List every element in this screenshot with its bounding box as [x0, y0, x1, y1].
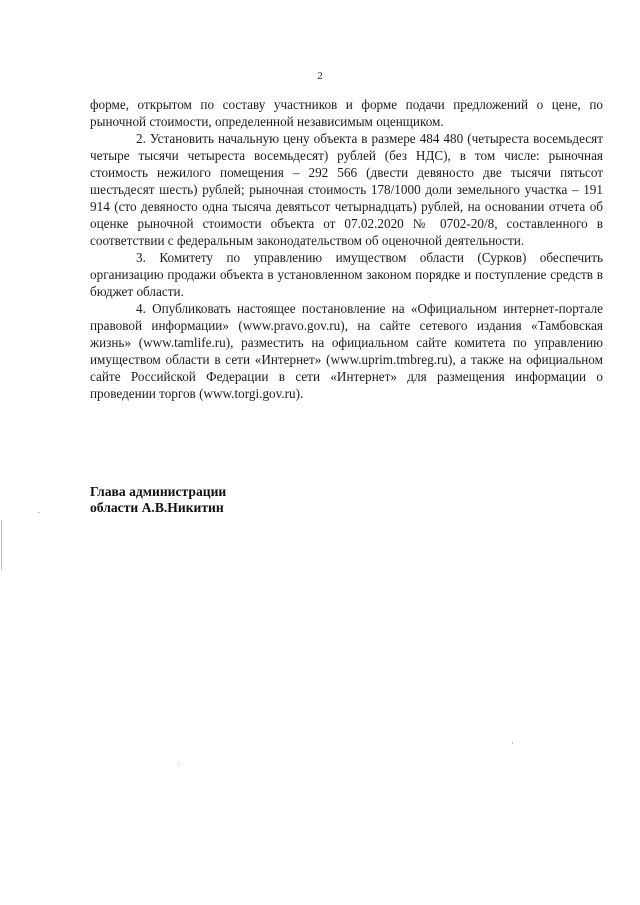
document-body	[90, 96, 603, 402]
paragraph-item-3: 3. Комитету по управлению имуществом области (Сурков) обеспечить организацию продажи объекта в установленном законом порядке и поступление средств в бюджет области.	[90, 250, 603, 299]
scan-artifact-mark	[38, 512, 40, 513]
page-number: 2	[317, 70, 323, 82]
paragraph-item-2: 2. Установить начальную цену объекта в размере 484 480 (четыреста восемьдесят четыре тысячи четыреста восемьдесят) рублей (без НДС), в том числе: рыночная стоимость нежилого помещения – 292 566 (двести девяносто две тысячи пятьсот шестьдесят шесть) рублей; рыночная стоимость 178/1000 доли земельного участка – 191 914 (сто девяносто одна тысяча девятьсот четырнадцать) рублей, на основании отчета об оценке рыночной стоимости объекта от 07.02.2020 № 0702-20/8, составленного в соответствии с федеральным законодательством об оценочной деятельности.	[90, 131, 603, 248]
signature-name: области А.В.Никитин	[90, 500, 224, 515]
paragraph-item-4: 4. Опубликовать настоящее постановление на «Официальном интернет-портале правовой информации» (www.pravo.gov.ru), на сайте сетевого издания «Тамбовская жизнь» (www.tamlife.ru), разместить на официальном сайте комитета по управлению имуществом области в сети «Интернет» (www.uprim.tmbreg.ru), а также на официальном сайте Российской Федерации в сети «Интернет» для размещения информации о проведении торгов (www.torgi.gov.ru).	[90, 301, 603, 401]
scan-artifact-dot	[512, 742, 513, 744]
scan-artifact-mark	[1, 520, 2, 570]
scan-artifact-dot	[178, 764, 179, 765]
signature-title: Глава администрации	[90, 484, 227, 499]
signature-block	[90, 484, 226, 516]
paragraph-continuation: форме, открытом по составу участников и форме подачи предложений о цене, по рыночной стоимости, определенной независимым оценщиком.	[90, 97, 603, 129]
